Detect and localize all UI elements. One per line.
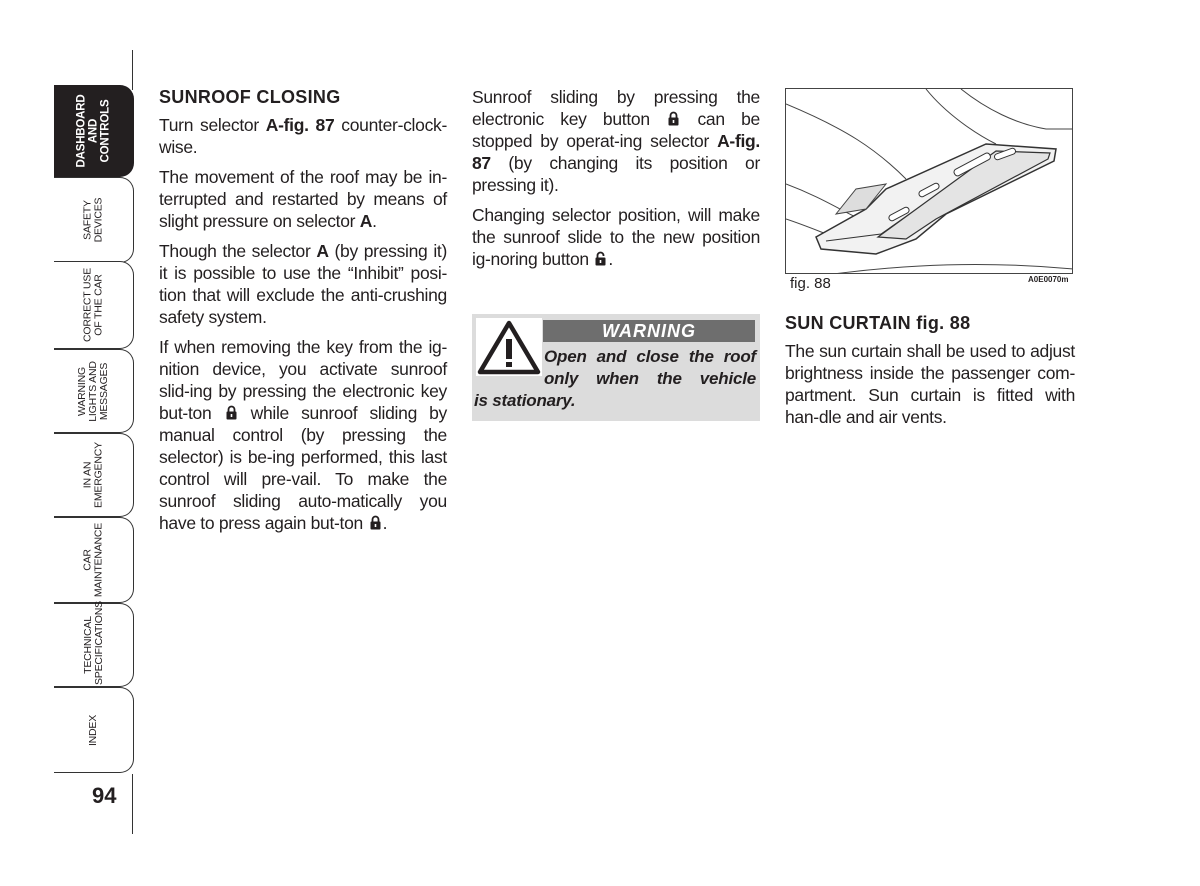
padlock-icon xyxy=(370,515,381,530)
paragraph xyxy=(159,240,447,328)
warning-line: Open and close the roof xyxy=(544,347,756,366)
paragraph xyxy=(159,336,447,534)
chapter-tab-7[interactable] xyxy=(54,687,134,773)
text: If when removing the key from the ig-nition device, you activate sunroof slid-ing by pressing the electronic key but-ton xyxy=(159,337,447,423)
tab-bar-line-top xyxy=(132,50,133,90)
section-heading-sunroof-closing: SUNROOF CLOSING xyxy=(159,87,341,107)
text: Though the selector xyxy=(159,241,317,261)
text: counter-clock-wise. xyxy=(159,115,447,157)
warning-box xyxy=(472,314,760,421)
chapter-tab-label: CORRECT USE OF THE CAR xyxy=(81,267,105,343)
text: The movement of the roof may be in-terrupted and restarted by means of slight pressure on selector xyxy=(159,167,447,231)
chapter-tab-2[interactable] xyxy=(54,261,134,349)
chapter-tab-label: TECHNICAL SPECIFICATIONS xyxy=(81,601,105,685)
warning-text xyxy=(474,346,756,412)
figure-sun-curtain xyxy=(785,88,1073,274)
paragraph xyxy=(159,114,447,158)
text: . xyxy=(608,249,613,269)
text: (by changing its position or pressing it). xyxy=(472,153,760,195)
column-1 xyxy=(159,86,447,542)
chapter-tab-label: SAFETY DEVICES xyxy=(81,197,105,243)
paragraph xyxy=(472,86,760,196)
section-heading-sun-curtain: SUN CURTAIN fig. 88 xyxy=(785,313,971,333)
text: Changing selector position, will make the sunroof slide to the new position ig-noring button xyxy=(472,205,760,269)
chapter-tab-label: IN AN EMERGENCY xyxy=(81,442,105,508)
chapter-tab-1[interactable] xyxy=(54,177,134,263)
selector-reference: A xyxy=(359,211,373,231)
chapter-tab-label: INDEX xyxy=(87,714,99,746)
column-2 xyxy=(472,86,760,278)
text: while sunroof sliding by manual control (by pressing the selector) is be-ing performed, this last control will pre-vail. To make the sunroof sliding auto-matically you have to press again but-ton xyxy=(159,403,447,533)
open-padlock-icon xyxy=(595,251,606,266)
page-number: 94 xyxy=(92,783,117,808)
figure-code: A0E0070m xyxy=(1028,275,1069,284)
chapter-tab-4[interactable] xyxy=(54,433,134,517)
text: . xyxy=(382,513,388,533)
warning-line: only when the vehicle xyxy=(544,369,756,388)
text: (by pressing it) it is possible to use the “Inhibit” posi-tion that will exclude the anti-crushing safety system. xyxy=(159,241,447,327)
chapter-tab-3[interactable] xyxy=(54,349,134,433)
figure-reference: A-fig. 87 xyxy=(265,115,335,135)
paragraph xyxy=(159,166,447,232)
padlock-icon xyxy=(668,111,679,126)
warning-title: WARNING xyxy=(543,320,755,342)
text: Sunroof sliding by pressing the electronic key button xyxy=(472,87,760,129)
selector-reference: A xyxy=(316,241,329,261)
paragraph: The sun curtain shall be used to adjust brightness inside the passenger com-partment. Sun curtain is fitted with han-dle and air vents. xyxy=(785,341,1075,427)
paragraph xyxy=(472,204,760,270)
chapter-tab-6[interactable] xyxy=(54,603,134,687)
chapter-tab-label: CAR MAINTENANCE xyxy=(81,522,105,598)
text: Turn selector xyxy=(159,115,266,135)
chapter-tab-label: WARNING LIGHTS AND MESSAGES xyxy=(76,360,110,422)
figure-caption: fig. 88 xyxy=(790,275,831,292)
text: can be stopped by operat-ing selector xyxy=(472,109,760,151)
sun-curtain-illustration xyxy=(786,89,1073,274)
chapter-tab-label: DASHBOARD AND CONTROLS xyxy=(75,94,112,168)
warning-line: is stationary. xyxy=(474,391,576,410)
figure-reference: A-fig. 87 xyxy=(472,131,760,173)
text: . xyxy=(372,211,377,231)
chapter-tab-0[interactable] xyxy=(54,85,134,177)
column-3 xyxy=(785,312,1075,436)
tab-bar-line-bottom xyxy=(132,774,133,834)
chapter-tab-5[interactable] xyxy=(54,517,134,603)
padlock-icon xyxy=(226,405,237,420)
